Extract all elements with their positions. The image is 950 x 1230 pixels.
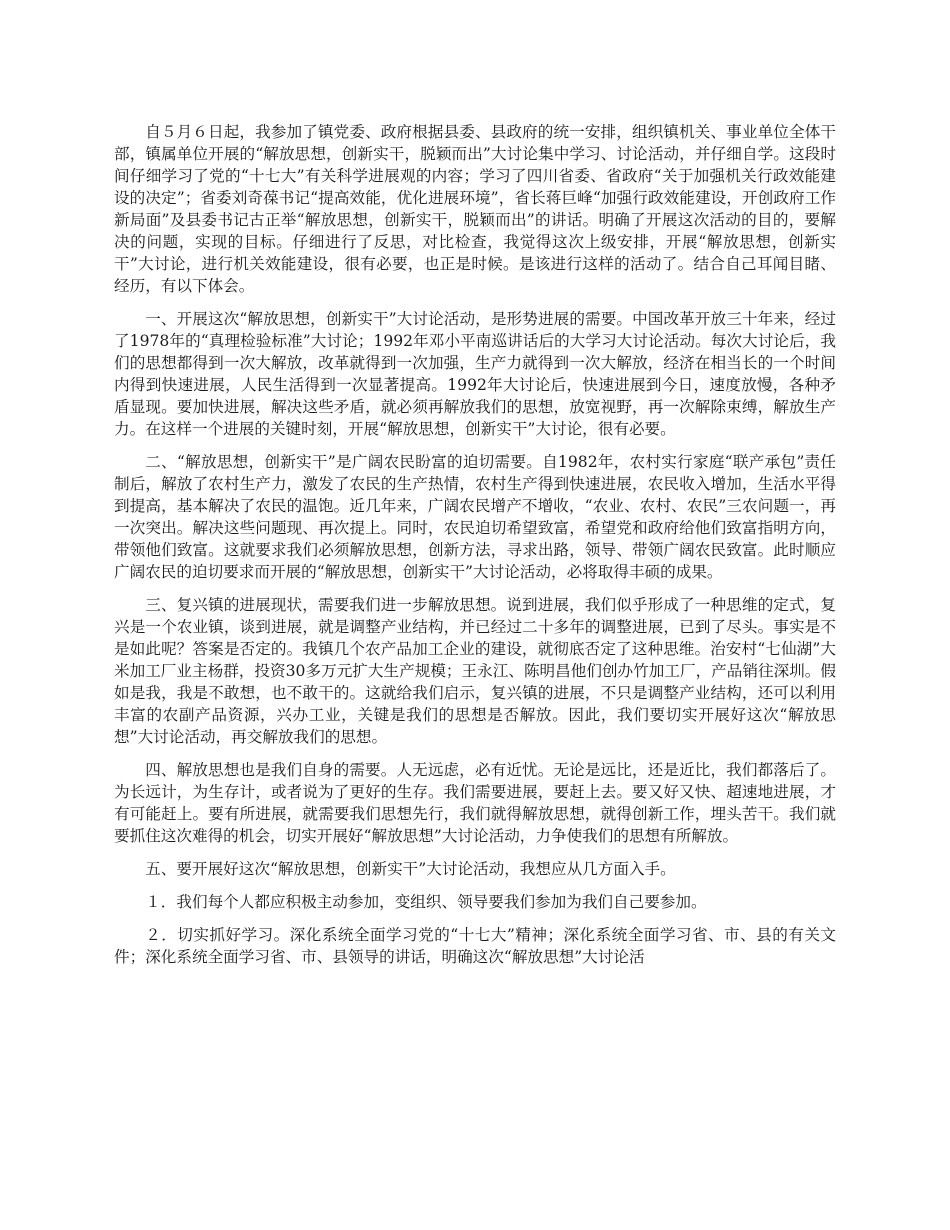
paragraph-intro: 自５月６日起，我参加了镇党委、政府根据县委、县政府的统一安排，组织镇机关、事业单位全体干部，镇属单位开展的“解放思想，创新实干，脱颖而出”大讨论集中学习、讨论活动，并仔细自学。这段时间仔细学习了党的“十七大”有关科学进展观的内容；学习了四川省委、省政府“关于加强机关行政效能建设的决定”；省委刘奇葆书记“提高效能，优化进展环境”，省长蒋巨峰“加强行政效能建设，开创政府工作新局面”及县委书记古正举“解放思想，创新实干，脱颖而出”的讲话。明确了开展这次活动的目的，要解决的问题，实现的目标。仔细进行了反思，对比检查，我觉得这次上级安排，开展“解放思想，创新实干”大讨论，进行机关效能建设，很有必要，也正是时候。是该进行这样的活动了。结合自己耳闻目睹、经历，有以下体会。 — [114, 123, 836, 295]
paragraph-section-2: 二、“解放思想，创新实干”是广阔农民盼富的迫切需要。自1982年，农村实行家庭“联产承包”责任制后，解放了农村生产力，激发了农民的生产热情，农村生产得到快速进展，农民收入增加，生活水平得到提高，基本解决了农民的温饱。近几年来，广阔农民增产不增收，“农业、农村、农民”三农问题一，再一次突出。解决这些问题现、再次提上。同时，农民迫切希望致富，希望党和政府给他们致富指明方向，带领他们致富。这就要求我们必须解放思想，创新方法，寻求出路，领导、带领广阔农民致富。此时顺应广阔农民的迫切要求而开展的“解放思想，创新实干”大讨论活动，必将取得丰硕的成果。 — [114, 453, 836, 581]
document-body — [114, 121, 836, 979]
paragraph-section-3: 三、复兴镇的进展现状，需要我们进一步解放思想。说到进展，我们似乎形成了一种思维的定式，复兴是一个农业镇，谈到进展，就是调整产业结构，并已经过二十多年的调整进展，已到了尽头。事实是不是如此呢？答案是否定的。我镇几个农产品加工企业的建设，就彻底否定了这种思维。治安村“七仙湖”大米加工厂业主杨群，投资30多万元扩大生产规模；王永江、陈明昌他们创办竹加工厂，产品销往深圳。假如是我，我是不敢想，也不敢干的。这就给我们启示，复兴镇的进展，不只是调整产业结构，还可以利用丰富的农副产品资源，兴办工业，关键是我们的思想是否解放。因此，我们要切实开展好这次“解放思想”大讨论活动，再交解放我们的思想。 — [114, 596, 836, 746]
paragraph-section-5: 五、要开展好这次“解放思想，创新实干”大讨论活动，我想应从几方面入手。 — [145, 860, 676, 878]
paragraph-section-4: 四、解放思想也是我们自身的需要。人无远虑，必有近忧。无论是远比，还是近比，我们都落后了。为长远计，为生存计，或者说为了更好的生存。我们需要进展，要赶上去。要又好又快、超速地进展，才有可能赶上。要有所进展，就需要我们思想先行，我们就得解放思想，就得创新工作，埋头苦干。我们就要抓住这次难得的机会，切实开展好“解放思想”大讨论活动，力争使我们的思想有所解放。 — [114, 761, 836, 845]
paragraph-section-1: 一、开展这次“解放思想，创新实干”大讨论活动，是形势进展的需要。中国改革开放三十年来，经过了1978年的“真理检验标准”大讨论；1992年邓小平南巡讲话后的大学习大讨论活动。每次大讨论后，我们的思想都得到一次大解放，改革就得到一次加强，生产力就得到一次大解放，经济在相当长的一个时间内得到快速进展，人民生活得到一次显著提高。1992年大讨论后，快速进展到今日，速度放慢，各种矛盾显现。要加快进展，解决这些矛盾，就必须再解放我们的思想，放宽视野，再一次解除束缚，解放生产力。在这样一个进展的关键时刻，开展“解放思想，创新实干”大讨论，很有必要。 — [114, 310, 836, 438]
paragraph-item-2: ２．切实抓好学习。深化系统全面学习党的“十七大”精神；深化系统全面学习省、市、县的有关文件；深化系统全面学习省、市、县领导的讲话，明确这次“解放思想”大讨论活 — [114, 926, 836, 966]
paragraph-item-1: １．我们每个人都应积极主动参加，变组织、领导要我们参加为我们自己要参加。 — [145, 893, 707, 911]
